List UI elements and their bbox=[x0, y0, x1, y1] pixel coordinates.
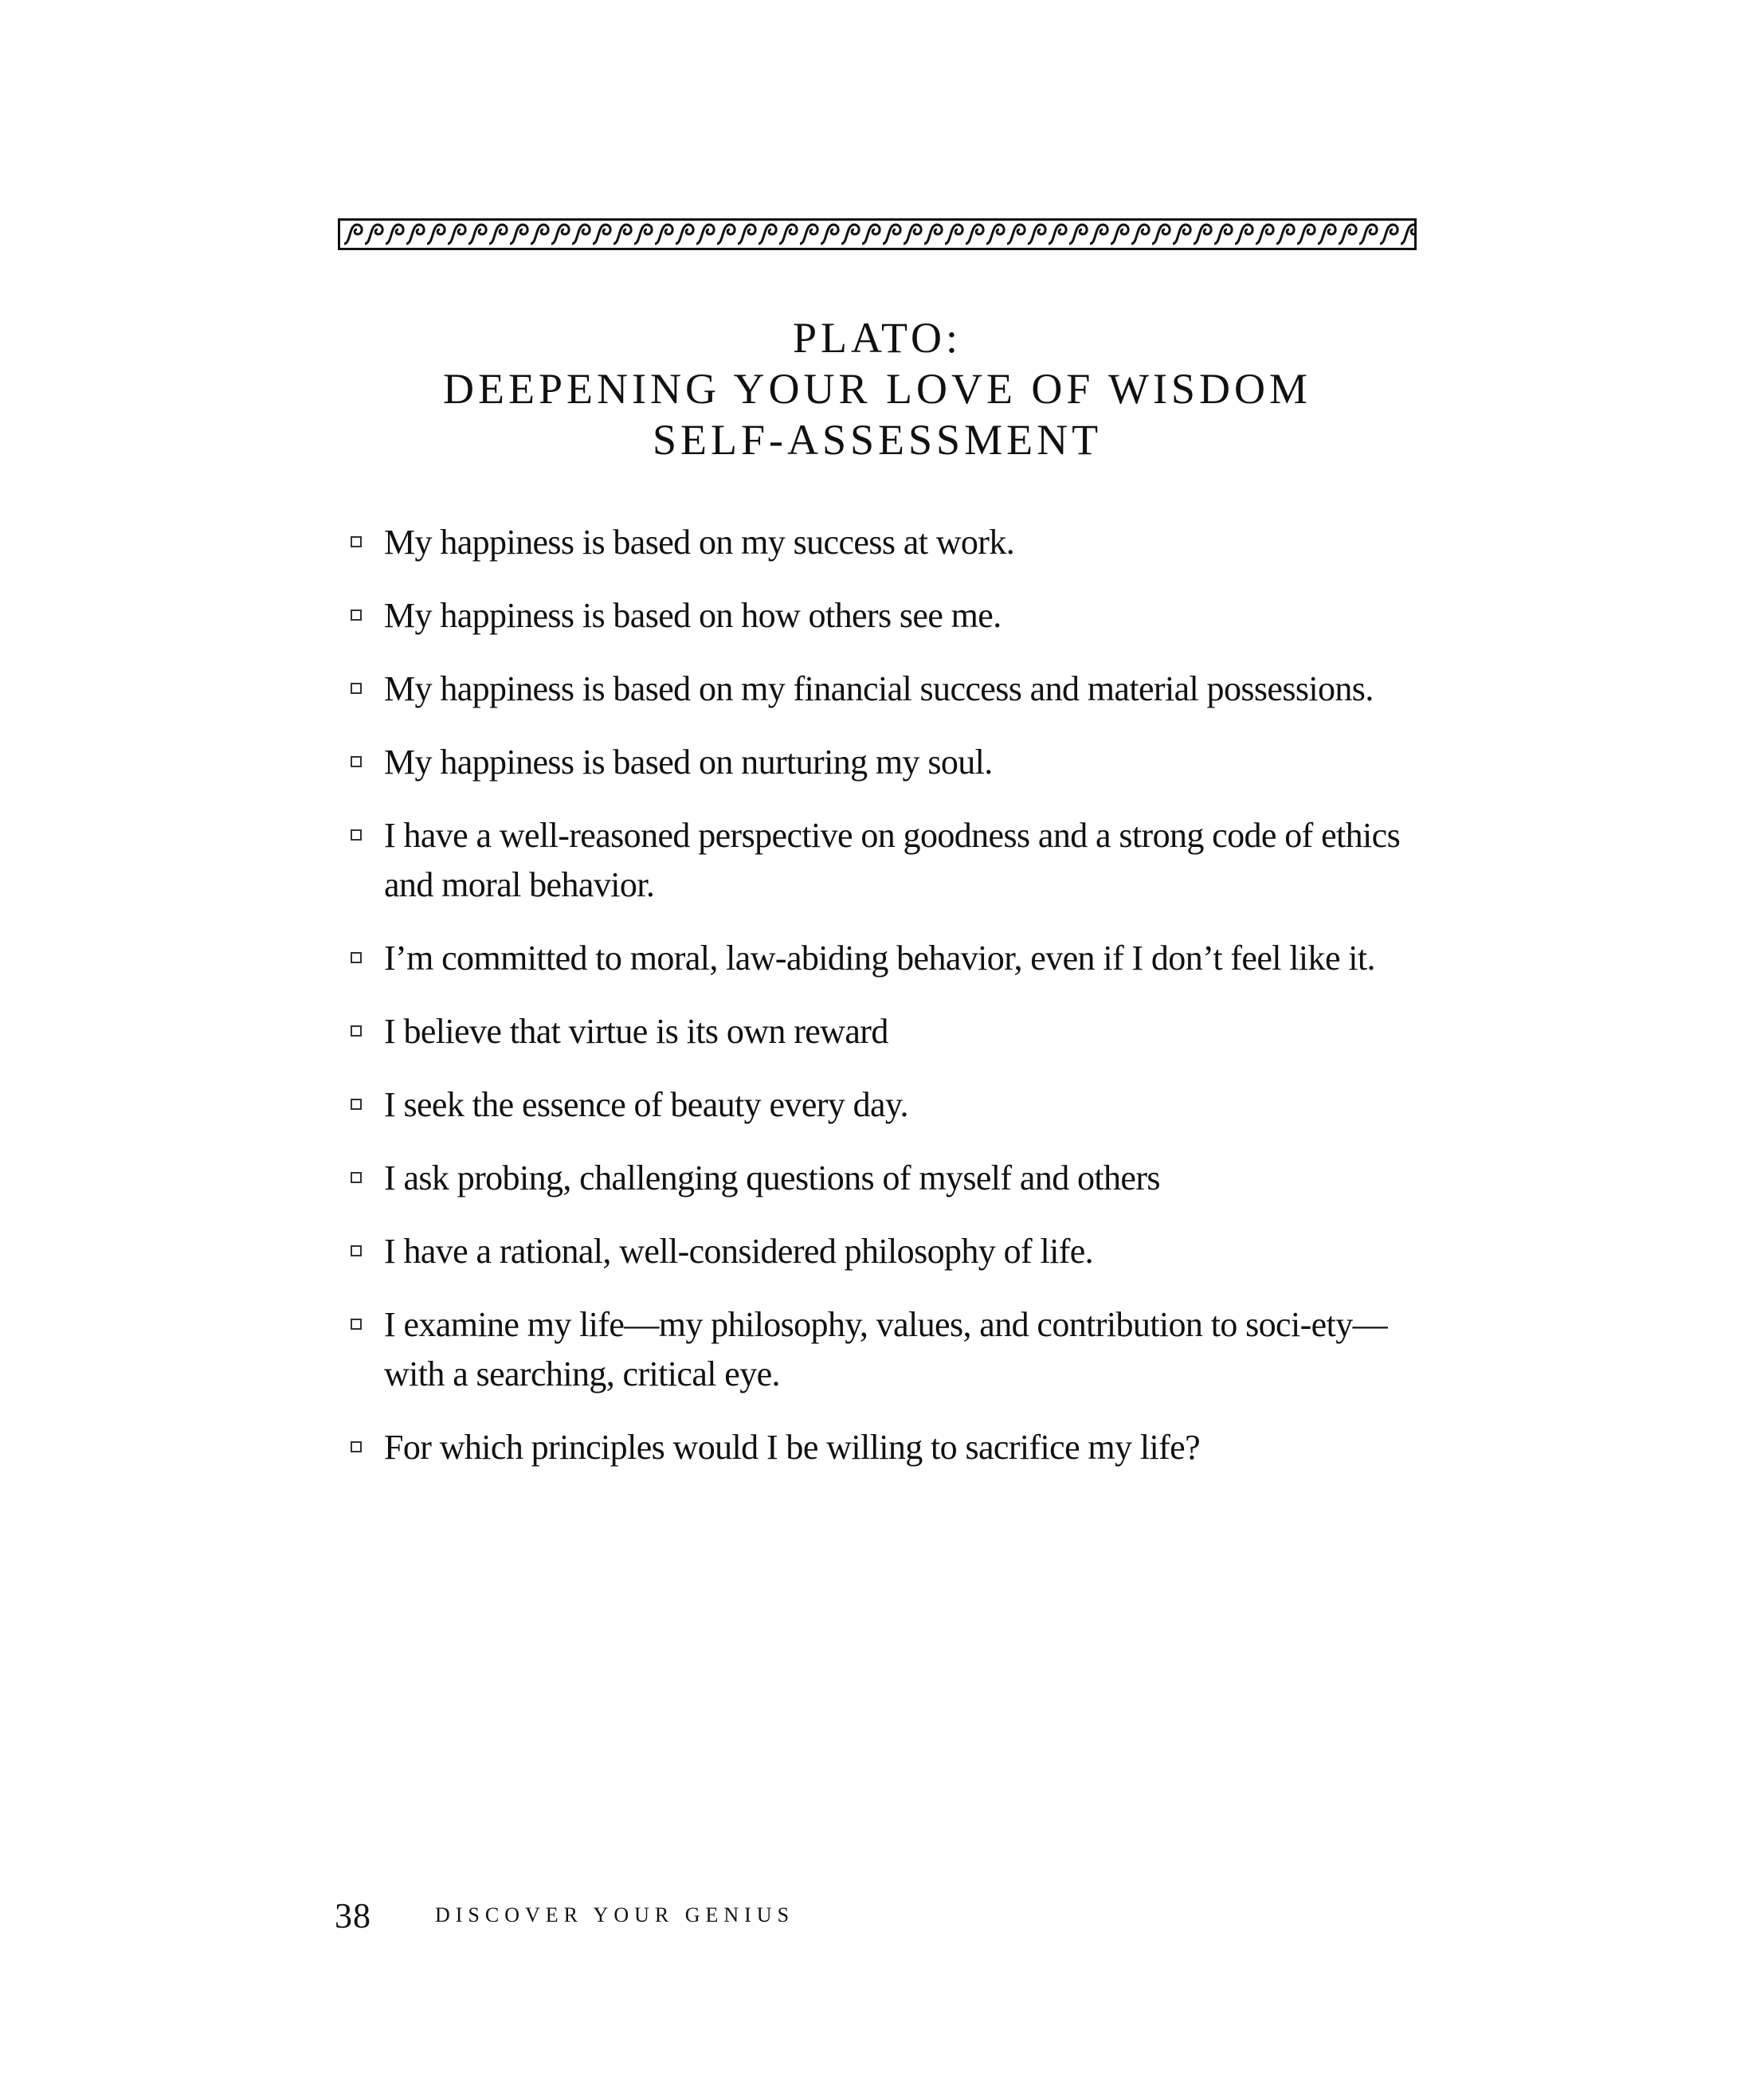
checklist-item bbox=[351, 738, 1420, 787]
checklist-item bbox=[351, 1007, 1420, 1056]
checkbox-icon[interactable] bbox=[351, 536, 362, 547]
title-line-3: SELF-ASSESSMENT bbox=[652, 416, 1103, 464]
checklist-item-text: My happiness is based on my success at work. bbox=[384, 523, 1015, 562]
self-assessment-checklist bbox=[351, 518, 1418, 1496]
checklist-item bbox=[351, 1080, 1420, 1130]
checklist-item bbox=[351, 1423, 1420, 1472]
checklist-item-text: For which principles would I be willing to sacrifice my life? bbox=[384, 1428, 1201, 1467]
checklist-item-text: I have a well-reasoned perspective on goodness and a strong code of ethics and moral behavior. bbox=[384, 816, 1401, 904]
checkbox-icon[interactable] bbox=[351, 952, 362, 963]
decorative-border-ornament bbox=[338, 218, 1417, 250]
checklist-item bbox=[351, 934, 1420, 983]
checklist-item bbox=[351, 518, 1420, 567]
checklist-item bbox=[351, 664, 1420, 714]
page-title bbox=[338, 312, 1417, 465]
checkbox-icon[interactable] bbox=[351, 609, 362, 621]
checkbox-icon[interactable] bbox=[351, 1441, 362, 1452]
checklist-item-text: My happiness is based on nurturing my soul. bbox=[384, 743, 993, 782]
checklist-item-text: I’m committed to moral, law-abiding behavior, even if I don’t feel like it. bbox=[384, 939, 1375, 978]
checklist-item-text: My happiness is based on my financial success and material possessions. bbox=[384, 669, 1374, 708]
checkbox-icon[interactable] bbox=[351, 1245, 362, 1256]
checklist-item-text: I seek the essence of beauty every day. bbox=[384, 1085, 908, 1124]
checklist-item-text: My happiness is based on how others see me. bbox=[384, 596, 1002, 635]
checklist-item bbox=[351, 591, 1420, 641]
title-line-2: DEEPENING YOUR LOVE OF WISDOM bbox=[443, 365, 1311, 413]
checkbox-icon[interactable] bbox=[351, 683, 362, 694]
page-footer bbox=[335, 1891, 794, 1939]
page-number: 38 bbox=[335, 1895, 371, 1935]
checklist-item-text: I examine my life—my philosophy, values, and contribution to soci-ety—with a searching, critical eye. bbox=[384, 1305, 1388, 1393]
checklist-item bbox=[351, 811, 1420, 910]
checkbox-icon[interactable] bbox=[351, 829, 362, 841]
checkbox-icon[interactable] bbox=[351, 1025, 362, 1037]
checkbox-icon[interactable] bbox=[351, 756, 362, 767]
title-line-1: PLATO: bbox=[792, 314, 962, 362]
checkbox-icon[interactable] bbox=[351, 1319, 362, 1330]
running-head: DISCOVER YOUR GENIUS bbox=[435, 1903, 795, 1926]
checklist-item bbox=[351, 1300, 1420, 1399]
checklist-item-text: I ask probing, challenging questions of myself and others bbox=[384, 1158, 1160, 1197]
checklist-item-text: I have a rational, well-considered philosophy of life. bbox=[384, 1232, 1094, 1271]
checkbox-icon[interactable] bbox=[351, 1099, 362, 1110]
checklist-item bbox=[351, 1227, 1420, 1276]
checkbox-icon[interactable] bbox=[351, 1172, 362, 1183]
checklist-item bbox=[351, 1154, 1420, 1203]
checklist-item-text: I believe that virtue is its own reward bbox=[384, 1012, 888, 1051]
